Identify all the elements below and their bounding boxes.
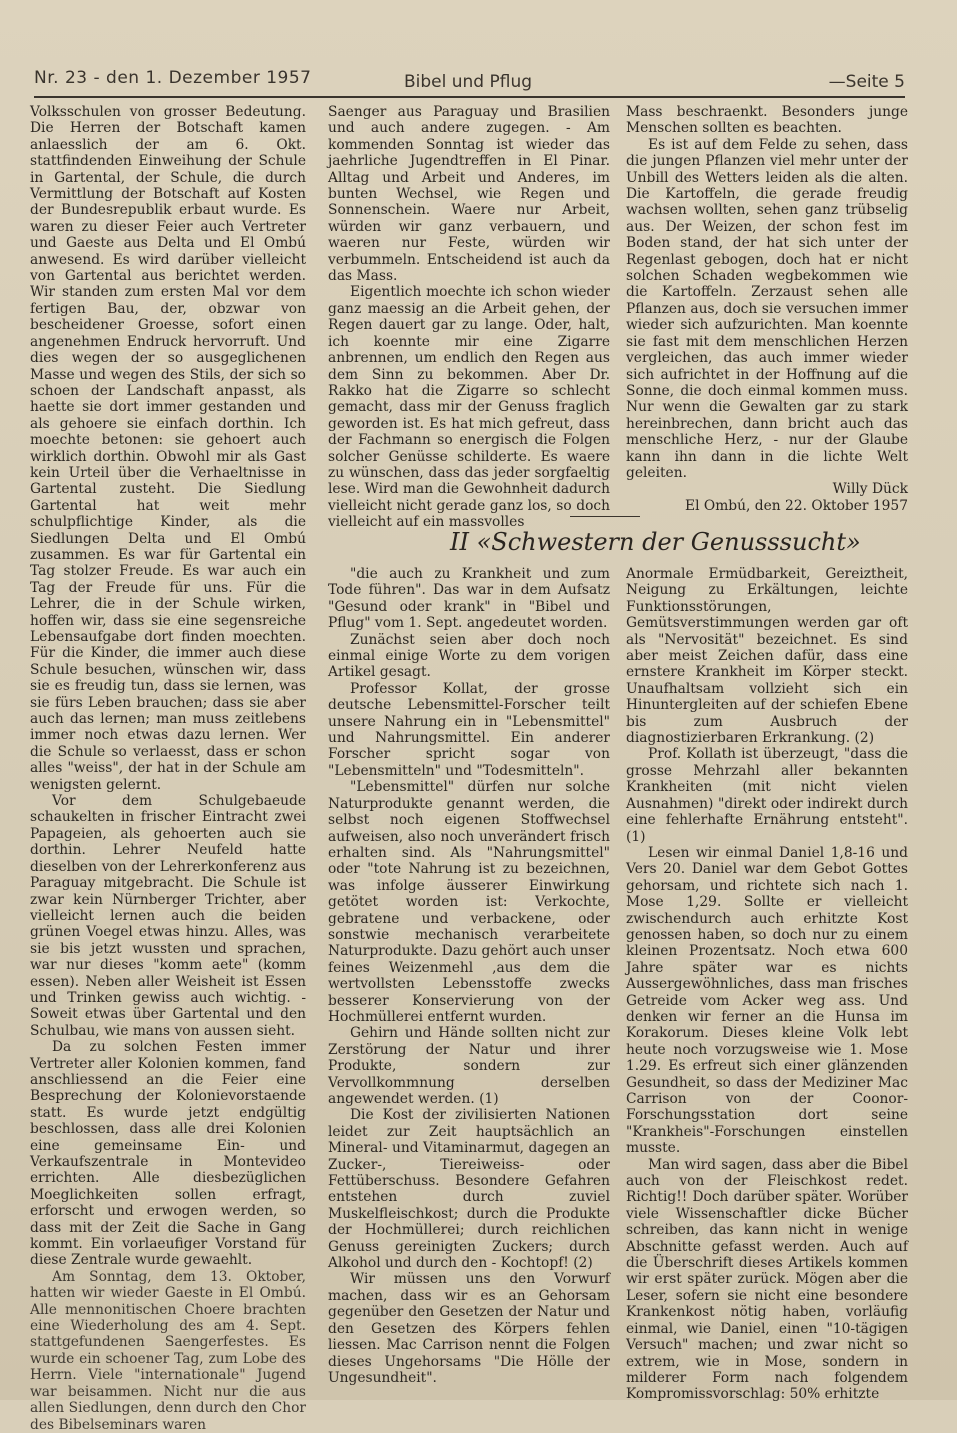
author-signature: Willy Dück (832, 481, 908, 498)
article-column-3 (626, 566, 908, 1403)
signature-place-date: El Ombú, den 22. Oktober 1957 (685, 497, 908, 514)
paragraph: Volksschulen von grosser Bedeutung. Die Herren der Botschaft kamen anlaesslich der am 6. Okt. stattfindenden Einweihung der Schule in Gartental, der Schule, die durch Vermittlung der Botschaft auf Kosten der Bundesrepublik erbaut wurde. Es waren zu dieser Feier auch Vertreter und Gaeste aus Delta und El Ombú anwesend. Es wird darüber vielleicht von Gartental aus berichtet werden. Wir standen zum ersten Mal vor dem fertigen Bau, der, obzwar von bescheidener Groesse, sofort einen angenehmen Endruck hervorruft. Und dies wegen der so ausgeglichenen Masse und wegen des Stils, der sich so schoen der Landschaft anpasst, als haette sie dort immer gestanden und als gehoere sie einfach dorthin. Ich moechte betonen: sie gehoert auch wirklich dorthin. Obwohl mir als Gast kein Urteil über die Verhaeltnisse in Gartental zusteht. Die Siedlung Gartental hat weit mehr schulpflichtige Kinder, als die Siedlungen Delta und El Ombú zusammen. Es war für Gartental ein Tag stolzer Freude. Es war auch ein Tag der Freude für uns. Für die Lehrer, die in der Schule wirken, hoffen wir, dass sie eine segensreiche Lebensaufgabe dort finden moechten. Für die Kinder, die immer auch diese Schule besuchen, wünschen wir, dass sie es freudig tun, dass sie lernen, was sie fürs Leben brauchen; dass sie aber auch das lernen; man muss zeitlebens immer noch etwas dazu lernen. Wer die Schule so verlaesst, dass er schon alles "weiss", der hat in der Schule am wenigsten gelernt. (30, 104, 306, 793)
paragraph: Zunächst seien aber doch noch einmal einige Worte zu dem vorigen Artikel gesagt. (328, 631, 610, 681)
paragraph: Saenger aus Paraguay und Brasilien und auch andere zugegen. - Am kommenden Sonntag ist wieder das jaehrliche Jugendtreffen in El Pinar. Alltag und Arbeit und Anderes, im bunten Wechsel, wie Regen und Sonnenschein. Waere nur Arbeit, würden wir ganz verbauern, und waeren nur Feste, würden wir verbummeln. Entscheidend ist auch da das Mass. (328, 104, 610, 285)
paragraph: Anormale Ermüdbarkeit, Gereiztheit, Neigung zu Erkältungen, leichte Funktionsstörungen, Gemütsverstimmungen werden gar oft als "Nervosität" bezeichnet. Es sind aber meist Zeichen dafür, dass eine ernstere Krankheit im Körper steckt. Unaufhaltsam vollzieht sich ein Hinuntergleiten auf der schiefen Ebene bis zum Ausbruch der diagnostizierbaren Erkrankung. (2) (626, 566, 908, 747)
paragraph: Gehirn und Hände sollten nicht zur Zerstörung der Natur und ihrer Produkte, sondern zur Vervollkommnung derselben angewendet werden. (1) (328, 1025, 610, 1107)
column-1 (30, 104, 306, 1433)
paragraph: Vor dem Schulgebaeude schaukelten in frischer Eintracht zwei Papageien, als gehoerten auch sie dorthin. Lehrer Neufeld hatte dieselben von der Lehrerkonferenz aus Paraguay mitgebracht. Die Schule ist zwar kein Nürnberger Trichter, aber vielleicht lernen auch die beiden grünen Voegel etwas hinzu. Alles, was sie bis jetzt wussten und sprachen, war nur dieses "komm aete" (komm essen). Neben aller Weisheit ist Essen und Trinken gewiss auch wichtig. - Soweit etwas über Gartental und den Schulbau, wie mans von aussen sieht. (30, 793, 306, 1039)
page-number: —Seite 5 (828, 72, 905, 92)
paragraph: Am Sonntag, dem 13. Oktober, hatten wir wieder Gaeste in El Ombú. Alle mennonitischen Choere brachten eine Wiederholung des am 4. Sept. stattgefundenen Saengerfestes. Es wurde ein schoener Tag, zum Lobe des Herrn. Viele "internationale" Jugend war beisammen. Nicht nur die aus allen Siedlungen, denn durch den Chor des Bibelseminars waren (30, 1268, 306, 1433)
article-title: II «Schwestern der Genusssucht» (450, 528, 861, 556)
paragraph: Wir müssen uns den Vorwurf machen, dass wir es an Gehorsam gegenüber den Gesetzen der Natur und den Gesetzen des Körpers fehlen liessen. Mac Carrison nennt die Folgen dieses Ungehorsams "Die Hölle der Ungesundheit". (328, 1271, 610, 1386)
column-3-top (626, 104, 908, 514)
issue-date: Nr. 23 - den 1. Dezember 1957 (34, 68, 312, 88)
paragraph: Eigentlich moechte ich schon wieder ganz maessig an die Arbeit gehen, der Regen dauert gar zu lange. Oder, halt, ich koennte mir eine Zigarre anbrennen, um endlich den Regen aus dem Sinn zu bekommen. Aber Dr. Rakko hat die Zigarre so schlecht gemacht, dass mir der Genuss fraglich geworden ist. Es hat mich gefreut, dass der Fachmann so energisch die Folgen solcher Genüsse schilderte. Es waere zu wünschen, dass das jeder sorgfaeltig lese. Wird man die Gewohnheit dadurch vielleicht nicht gerade ganz los, so doch vielleicht auf ein massvolles (328, 284, 610, 531)
section-divider (570, 516, 640, 517)
paragraph: Mass beschraenkt. Besonders junge Menschen sollten es beachten. (626, 104, 908, 137)
paragraph: Prof. Kollath ist überzeugt, "dass die grosse Mehrzahl aller bekannten Krankheiten (mit nicht vielen Ausnahmen) "direkt oder indirekt durch eine fehlerhafte Ernährung entsteht". (1) (626, 746, 908, 845)
publication-title: Bibel und Pflug (404, 72, 533, 92)
page-header (34, 62, 905, 96)
paragraph: Professor Kollat, der grosse deutsche Lebensmittel-Forscher teilt unsere Nahrung ein in "Lebensmittel" und Nahrungsmittel. Ein anderer Forscher spricht sogar von "Lebensmitteln" und "Todesmitteln". (328, 680, 610, 779)
paragraph: Man wird sagen, dass aber die Bibel auch von der Fleischkost redet. Richtig!! Doch darüber später. Worüber viele Wissenschaftler dicke Bücher schreiben, das kann nicht in wenige Abschnitte gefasst werden. Auch auf die Überschrift dieses Artikels kommen wir erst später zurück. Mögen aber die Leser, sofern sie nicht eine besondere Krankenkost nötig haben, vorläufig einmal, wie Daniel, einen "10-tägigen Versuch" machen; und zwar nicht so extrem, wie in Mose, sondern in milderer Form nach folgendem Kompromissvorschlag: 50% erhitzte (626, 1156, 908, 1403)
paragraph: Es ist auf dem Felde zu sehen, dass die jungen Pflanzen viel mehr unter der Unbill des Wetters leiden als die alten. Die Kartoffeln, die gerade freudig wachsen wollten, sehen ganz trübselig aus. Der Weizen, der schon fest im Boden stand, der hat sich unter der Regenlast gebogen, doch hat er nicht solchen Schaden wegbekommen wie die Kartoffeln. Zerzaust sehen alle Pflanzen aus, doch sie versuchen immer wieder sich aufzurichten. Man koennte sie fast mit dem menschlichen Herzen vergleichen, das auch immer wieder sich aufrichtet in der Hoffnung auf die Sonne, die doch einmal kommen muss. Nur wenn die Gewalten gar zu stark hereinbrechen, dann bricht auch das menschliche Herz, - nur der Glaube kann ihn dann in die lichte Welt geleiten. (626, 136, 908, 481)
paragraph: Lesen wir einmal Daniel 1,8-16 und Vers 20. Daniel war dem Gebot Gottes gehorsam, und richtete sich nach 1. Mose 1,29. Sollte er vielleicht zwischendurch auch erhitzte Kost genossen haben, so doch nur zu einem kleinen Prozentsatz. Noch etwa 600 Jahre später war es nichts Aussergewöhnliches, dass man frisches Getreide vom Acker weg ass. Und denken wir ferner an die Hunsa im Korakorum. Dieses kleine Volk lebt heute noch vorzugsweise wie 1. Mose 1.29. Es erfreut sich einer glänzenden Gesundheit, so dass der Mediziner Mac Carrison von der Coonor-Forschungsstation dort seine "Krankheis"-Forschungen einstellen musste. (626, 844, 908, 1157)
paragraph: "die auch zu Krankheit und zum Tode führen". Das war in dem Aufsatz "Gesund oder krank" in "Bibel und Pflug" vom 1. Sept. angedeutet worden. (328, 566, 610, 632)
paragraph: Da zu solchen Festen immer Vertreter aller Kolonien kommen, fand anschliessend an die Feier eine Besprechung der Kolonievorstaende statt. Es wurde jetzt endgültig beschlossen, dass alle drei Kolonien eine gemeinsame Ein- und Verkaufszentrale in Montevideo errichten. Alle diesbezüglichen Moeglichkeiten sollen erfragt, erforscht und erwogen werden, so dass mit der Zeit die Sache in Gang kommt. Ein vorlaeufiger Vorstand für diese Zentrale wurde gewaehlt. (30, 1039, 306, 1269)
paragraph: "Lebensmittel" dürfen nur solche Naturprodukte genannt werden, die selbst noch eigenen Stoffwechsel aufweisen, also noch unverändert frisch erhalten sind. Als "Nahrungsmittel" oder "tote Nahrung ist zu bezeichnen, was infolge äusserer Einwirkung getötet worden ist: Verkochte, gebratene und verbackene, oder sonstwie mechanisch verarbeitete Naturprodukte. Dazu gehört auch unser feines Weizenmehl ,aus dem die wertvollsten Lebensstoffe zwecks besserer Konservierung von der Hochmüllerei entfernt wurden. (328, 779, 610, 1025)
article-column-2 (328, 566, 610, 1386)
column-2-top (328, 104, 610, 531)
header-rule (34, 96, 905, 98)
paragraph: Die Kost der zivilisierten Nationen leidet zur Zeit hauptsächlich an Mineral- und Vitaminarmut, dagegen an Zucker-, Tiereiweiss- oder Fettüberschuss. Besondere Gefahren entstehen durch zuviel Muskelfleischkost; durch die Produkte der Hochmüllerei; durch reichlichen Genuss gereinigten Zuckers; durch Alkohol und durch den - Kochtopf! (2) (328, 1107, 610, 1272)
